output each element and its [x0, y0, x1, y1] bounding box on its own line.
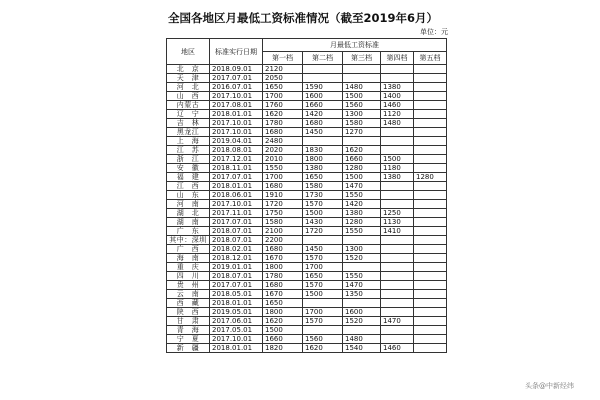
- header-tier-1: 第一档: [263, 52, 303, 65]
- cell-tier-5: [414, 290, 447, 299]
- cell-tier-4: [381, 281, 414, 290]
- table-row: [167, 281, 447, 290]
- table-row: [167, 182, 447, 191]
- cell-tier-4: 1120: [381, 110, 414, 119]
- cell-tier-1: 1670: [263, 290, 303, 299]
- cell-tier-5: [414, 263, 447, 272]
- cell-tier-4: [381, 65, 414, 74]
- cell-tier-4: 1470: [381, 317, 414, 326]
- cell-tier-5: [414, 209, 447, 218]
- table-row: [167, 236, 447, 245]
- cell-tier-3: 1470: [343, 182, 381, 191]
- cell-tier-5: [414, 200, 447, 209]
- cell-tier-3: 1520: [343, 254, 381, 263]
- table-row: [167, 164, 447, 173]
- cell-tier-4: 1250: [381, 209, 414, 218]
- cell-tier-2: [303, 299, 343, 308]
- header-tier-4: 第四档: [381, 52, 414, 65]
- cell-region: 辽 宁: [167, 110, 210, 119]
- cell-tier-2: 1560: [303, 335, 343, 344]
- cell-date: 2018.07.01: [210, 236, 263, 245]
- cell-tier-3: 1280: [343, 164, 381, 173]
- cell-region: 江 苏: [167, 146, 210, 155]
- cell-tier-5: [414, 218, 447, 227]
- cell-tier-3: 1560: [343, 101, 381, 110]
- cell-tier-3: [343, 74, 381, 83]
- cell-region: 西 藏: [167, 299, 210, 308]
- cell-tier-5: [414, 137, 447, 146]
- cell-tier-5: [414, 236, 447, 245]
- cell-region: 青 海: [167, 326, 210, 335]
- header-tier-3: 第三档: [343, 52, 381, 65]
- cell-tier-2: 1730: [303, 191, 343, 200]
- cell-date: 2017.12.01: [210, 155, 263, 164]
- cell-region: 海 南: [167, 254, 210, 263]
- cell-tier-1: 1680: [263, 245, 303, 254]
- cell-date: 2019.01.01: [210, 263, 263, 272]
- cell-tier-4: [381, 326, 414, 335]
- table-row: [167, 200, 447, 209]
- cell-tier-1: 2480: [263, 137, 303, 146]
- cell-region: 浙 江: [167, 155, 210, 164]
- cell-date: 2018.01.01: [210, 299, 263, 308]
- table-row: [167, 65, 447, 74]
- cell-tier-5: [414, 92, 447, 101]
- cell-tier-5: 1280: [414, 173, 447, 182]
- cell-tier-4: 1460: [381, 344, 414, 353]
- cell-tier-1: 1670: [263, 254, 303, 263]
- cell-tier-4: [381, 263, 414, 272]
- cell-tier-2: 1570: [303, 281, 343, 290]
- cell-region: 吉 林: [167, 119, 210, 128]
- table-row: [167, 92, 447, 101]
- cell-tier-2: 1830: [303, 146, 343, 155]
- cell-date: 2018.12.01: [210, 254, 263, 263]
- cell-date: 2018.05.01: [210, 290, 263, 299]
- cell-date: 2018.07.01: [210, 272, 263, 281]
- cell-region: 陕 西: [167, 308, 210, 317]
- document-title: 全国各地区月最低工资标准情况（截至2019年6月）: [167, 11, 438, 25]
- cell-tier-4: [381, 335, 414, 344]
- table-row: [167, 308, 447, 317]
- watermark: 头条@中新经纬: [525, 382, 574, 390]
- cell-tier-2: 1700: [303, 263, 343, 272]
- cell-tier-4: 1130: [381, 218, 414, 227]
- cell-tier-5: [414, 65, 447, 74]
- cell-tier-1: 1660: [263, 335, 303, 344]
- cell-region: 上 海: [167, 137, 210, 146]
- cell-tier-1: 1780: [263, 119, 303, 128]
- cell-date: 2016.07.01: [210, 83, 263, 92]
- cell-tier-5: [414, 146, 447, 155]
- cell-region: 内蒙古: [167, 101, 210, 110]
- cell-tier-1: 1650: [263, 299, 303, 308]
- cell-tier-3: 1550: [343, 227, 381, 236]
- cell-region: 其中：深圳: [167, 236, 210, 245]
- cell-tier-1: 1680: [263, 128, 303, 137]
- table-row: [167, 101, 447, 110]
- table-row: [167, 191, 447, 200]
- table-row: [167, 83, 447, 92]
- cell-region: 贵 州: [167, 281, 210, 290]
- unit-note: 单位：元: [420, 28, 448, 36]
- cell-tier-5: [414, 344, 447, 353]
- cell-region: 重 庆: [167, 263, 210, 272]
- cell-date: 2017.10.01: [210, 119, 263, 128]
- cell-tier-4: [381, 272, 414, 281]
- cell-region: 四 川: [167, 272, 210, 281]
- cell-region: 安 徽: [167, 164, 210, 173]
- cell-tier-1: 1800: [263, 263, 303, 272]
- cell-tier-4: [381, 146, 414, 155]
- cell-tier-2: 1660: [303, 101, 343, 110]
- table-row: [167, 326, 447, 335]
- table-row: [167, 74, 447, 83]
- cell-tier-3: 1300: [343, 245, 381, 254]
- cell-tier-3: 1520: [343, 317, 381, 326]
- cell-tier-2: 1420: [303, 110, 343, 119]
- cell-tier-2: 1500: [303, 290, 343, 299]
- cell-tier-1: 2020: [263, 146, 303, 155]
- cell-tier-4: 1380: [381, 83, 414, 92]
- cell-tier-3: 1470: [343, 281, 381, 290]
- cell-tier-3: 1550: [343, 272, 381, 281]
- cell-region: 湖 南: [167, 218, 210, 227]
- cell-tier-5: [414, 281, 447, 290]
- cell-tier-1: 1700: [263, 173, 303, 182]
- table-row: [167, 263, 447, 272]
- cell-region: 北 京: [167, 65, 210, 74]
- cell-date: 2019.04.01: [210, 137, 263, 146]
- cell-tier-4: [381, 254, 414, 263]
- cell-tier-2: 1720: [303, 227, 343, 236]
- cell-tier-2: 1650: [303, 272, 343, 281]
- cell-tier-3: 1540: [343, 344, 381, 353]
- cell-tier-5: [414, 83, 447, 92]
- cell-tier-4: 1380: [381, 173, 414, 182]
- cell-region: 宁 夏: [167, 335, 210, 344]
- cell-tier-2: 1650: [303, 173, 343, 182]
- cell-tier-2: 1680: [303, 119, 343, 128]
- cell-tier-3: 1480: [343, 83, 381, 92]
- cell-region: 江 西: [167, 182, 210, 191]
- cell-region: 广 东: [167, 227, 210, 236]
- cell-tier-4: [381, 308, 414, 317]
- cell-region: 河 北: [167, 83, 210, 92]
- cell-tier-4: 1500: [381, 155, 414, 164]
- cell-tier-5: [414, 245, 447, 254]
- cell-date: 2017.07.01: [210, 218, 263, 227]
- cell-tier-1: 1750: [263, 209, 303, 218]
- cell-date: 2018.08.01: [210, 146, 263, 155]
- cell-tier-3: 1300: [343, 110, 381, 119]
- cell-date: 2017.10.01: [210, 200, 263, 209]
- cell-tier-4: [381, 245, 414, 254]
- cell-region: 湖 北: [167, 209, 210, 218]
- cell-tier-2: 1450: [303, 128, 343, 137]
- cell-tier-1: 2100: [263, 227, 303, 236]
- cell-tier-3: [343, 236, 381, 245]
- cell-tier-5: [414, 272, 447, 281]
- cell-date: 2018.09.01: [210, 65, 263, 74]
- cell-tier-4: [381, 128, 414, 137]
- cell-tier-5: [414, 155, 447, 164]
- cell-tier-2: 1620: [303, 344, 343, 353]
- cell-tier-5: [414, 299, 447, 308]
- cell-tier-3: 1620: [343, 146, 381, 155]
- cell-tier-4: [381, 299, 414, 308]
- cell-tier-1: 1680: [263, 182, 303, 191]
- cell-region: 新 疆: [167, 344, 210, 353]
- cell-tier-4: 1410: [381, 227, 414, 236]
- table-row: [167, 317, 447, 326]
- cell-date: 2017.07.01: [210, 74, 263, 83]
- cell-tier-3: 1280: [343, 218, 381, 227]
- cell-tier-4: [381, 74, 414, 83]
- cell-tier-3: 1600: [343, 308, 381, 317]
- cell-date: 2017.06.01: [210, 317, 263, 326]
- cell-tier-2: 1700: [303, 308, 343, 317]
- cell-tier-5: [414, 164, 447, 173]
- cell-tier-4: [381, 290, 414, 299]
- cell-tier-2: 1450: [303, 245, 343, 254]
- cell-tier-3: 1480: [343, 335, 381, 344]
- cell-tier-1: 1620: [263, 317, 303, 326]
- table-body: [167, 65, 447, 353]
- cell-tier-3: 1500: [343, 173, 381, 182]
- header-group: 月最低工资标准: [263, 39, 447, 52]
- table-row: [167, 272, 447, 281]
- cell-tier-5: [414, 254, 447, 263]
- cell-date: 2017.11.01: [210, 209, 263, 218]
- table-row: [167, 335, 447, 344]
- cell-tier-3: [343, 326, 381, 335]
- cell-tier-1: 1720: [263, 200, 303, 209]
- cell-tier-3: 1580: [343, 119, 381, 128]
- cell-tier-5: [414, 308, 447, 317]
- table-row: [167, 173, 447, 182]
- cell-region: 甘 肃: [167, 317, 210, 326]
- cell-tier-4: [381, 182, 414, 191]
- cell-tier-1: 1500: [263, 326, 303, 335]
- cell-tier-3: [343, 65, 381, 74]
- cell-tier-3: 1350: [343, 290, 381, 299]
- cell-tier-3: [343, 299, 381, 308]
- cell-tier-2: [303, 74, 343, 83]
- cell-date: 2018.07.01: [210, 227, 263, 236]
- cell-tier-5: [414, 128, 447, 137]
- cell-tier-1: 1650: [263, 83, 303, 92]
- cell-tier-1: 1820: [263, 344, 303, 353]
- cell-tier-5: [414, 335, 447, 344]
- cell-tier-4: [381, 137, 414, 146]
- table-row: [167, 344, 447, 353]
- cell-date: 2017.10.01: [210, 128, 263, 137]
- cell-tier-2: 1430: [303, 218, 343, 227]
- cell-tier-1: 1800: [263, 308, 303, 317]
- cell-tier-5: [414, 191, 447, 200]
- table-row: [167, 218, 447, 227]
- cell-tier-2: 1580: [303, 182, 343, 191]
- table-row: [167, 245, 447, 254]
- table-row: [167, 128, 447, 137]
- cell-region: 河 南: [167, 200, 210, 209]
- header-date: 标准实行日期: [210, 39, 263, 65]
- cell-date: 2017.10.01: [210, 335, 263, 344]
- table-header: [167, 39, 447, 65]
- cell-tier-1: 1580: [263, 218, 303, 227]
- table-row: [167, 110, 447, 119]
- cell-tier-1: 1680: [263, 281, 303, 290]
- cell-region: 黑龙江: [167, 128, 210, 137]
- cell-tier-2: [303, 236, 343, 245]
- cell-region: 山 东: [167, 191, 210, 200]
- cell-tier-2: [303, 65, 343, 74]
- table-row: [167, 146, 447, 155]
- cell-tier-2: 1600: [303, 92, 343, 101]
- cell-tier-1: 1910: [263, 191, 303, 200]
- cell-date: 2017.10.01: [210, 92, 263, 101]
- cell-tier-3: 1270: [343, 128, 381, 137]
- cell-tier-1: 2050: [263, 74, 303, 83]
- header-region: 地区: [167, 39, 210, 65]
- cell-tier-5: [414, 227, 447, 236]
- cell-date: 2018.06.01: [210, 191, 263, 200]
- cell-tier-4: [381, 200, 414, 209]
- cell-tier-3: 1500: [343, 92, 381, 101]
- table-row: [167, 155, 447, 164]
- cell-tier-3: [343, 263, 381, 272]
- cell-region: 天 津: [167, 74, 210, 83]
- header-tier-2: 第二档: [303, 52, 343, 65]
- table-row: [167, 290, 447, 299]
- cell-tier-3: 1420: [343, 200, 381, 209]
- cell-tier-1: 1550: [263, 164, 303, 173]
- cell-tier-4: [381, 191, 414, 200]
- cell-tier-1: 1780: [263, 272, 303, 281]
- cell-tier-5: [414, 101, 447, 110]
- table-row: [167, 209, 447, 218]
- cell-tier-3: 1380: [343, 209, 381, 218]
- cell-tier-1: 1700: [263, 92, 303, 101]
- cell-tier-3: 1660: [343, 155, 381, 164]
- table-row: [167, 299, 447, 308]
- cell-tier-2: 1570: [303, 200, 343, 209]
- wage-table: [166, 38, 447, 353]
- cell-tier-3: 1550: [343, 191, 381, 200]
- cell-tier-4: 1460: [381, 101, 414, 110]
- cell-tier-2: 1570: [303, 317, 343, 326]
- cell-tier-5: [414, 182, 447, 191]
- cell-date: 2017.07.01: [210, 173, 263, 182]
- table-row: [167, 137, 447, 146]
- cell-date: 2018.01.01: [210, 182, 263, 191]
- cell-tier-2: 1500: [303, 209, 343, 218]
- table-row: [167, 254, 447, 263]
- cell-tier-5: [414, 119, 447, 128]
- cell-region: 山 西: [167, 92, 210, 101]
- cell-tier-1: 2200: [263, 236, 303, 245]
- cell-tier-4: 1400: [381, 92, 414, 101]
- cell-date: 2017.08.01: [210, 101, 263, 110]
- cell-region: 福 建: [167, 173, 210, 182]
- cell-tier-4: [381, 236, 414, 245]
- cell-tier-2: [303, 326, 343, 335]
- cell-tier-1: 2120: [263, 65, 303, 74]
- cell-date: 2018.01.01: [210, 110, 263, 119]
- cell-date: 2017.05.01: [210, 326, 263, 335]
- cell-date: 2019.05.01: [210, 308, 263, 317]
- cell-tier-1: 1620: [263, 110, 303, 119]
- cell-date: 2018.11.01: [210, 164, 263, 173]
- cell-tier-4: 1480: [381, 119, 414, 128]
- cell-tier-2: 1380: [303, 164, 343, 173]
- cell-tier-1: 2010: [263, 155, 303, 164]
- cell-tier-2: [303, 137, 343, 146]
- cell-tier-2: 1800: [303, 155, 343, 164]
- cell-tier-4: 1180: [381, 164, 414, 173]
- table-row: [167, 227, 447, 236]
- cell-tier-1: 1760: [263, 101, 303, 110]
- header-tier-5: 第五档: [414, 52, 447, 65]
- cell-tier-2: 1590: [303, 83, 343, 92]
- table-row: [167, 119, 447, 128]
- cell-tier-2: 1570: [303, 254, 343, 263]
- cell-date: 2018.01.01: [210, 344, 263, 353]
- cell-date: 2018.02.01: [210, 245, 263, 254]
- cell-region: 广 西: [167, 245, 210, 254]
- cell-tier-5: [414, 74, 447, 83]
- cell-tier-5: [414, 110, 447, 119]
- cell-date: 2017.07.01: [210, 281, 263, 290]
- cell-tier-5: [414, 326, 447, 335]
- cell-tier-5: [414, 317, 447, 326]
- cell-tier-3: [343, 137, 381, 146]
- cell-region: 云 南: [167, 290, 210, 299]
